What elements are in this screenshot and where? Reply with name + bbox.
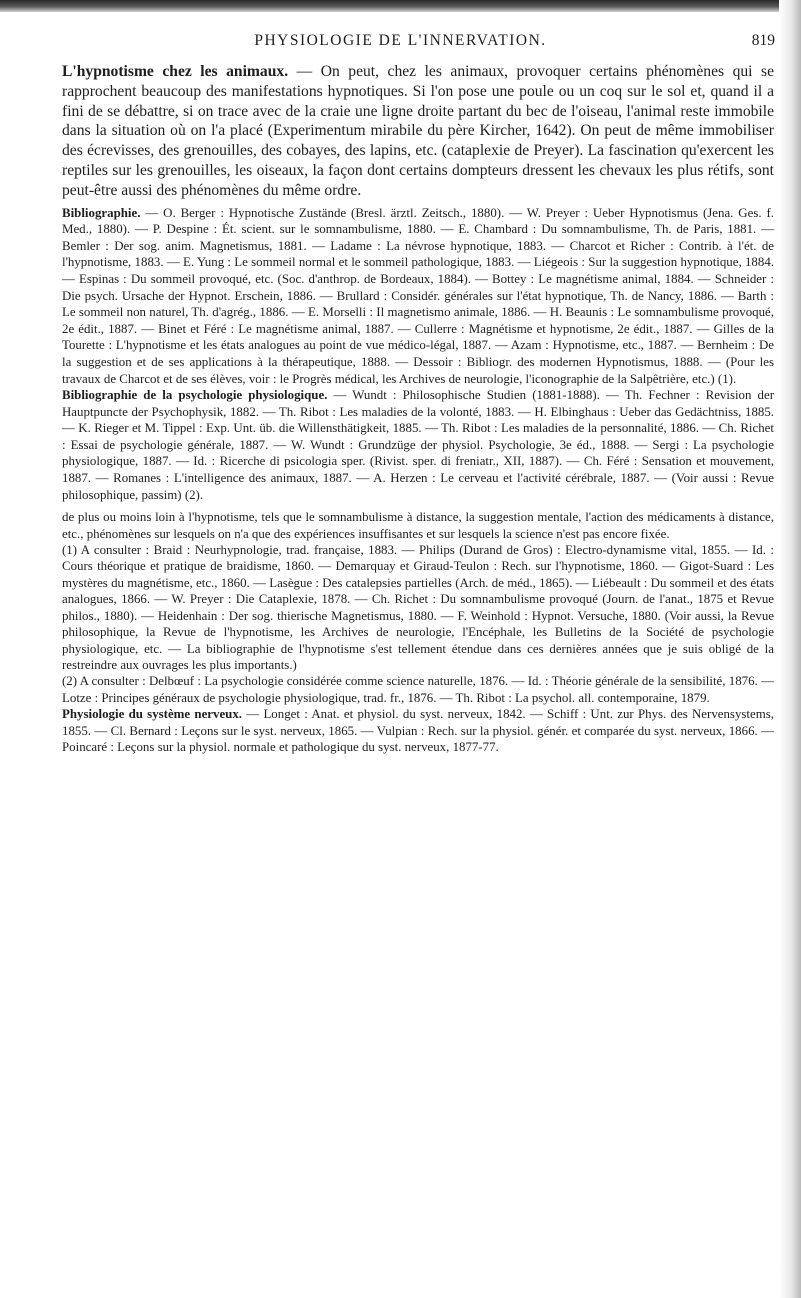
bibliography-paragraph <box>62 205 774 388</box>
page-body <box>62 62 774 755</box>
page-top-edge <box>0 0 801 12</box>
page-gutter-shadow <box>779 0 801 1298</box>
footnote-continuation: de plus ou moins loin à l'hypnotisme, tels que le somnambulisme à distance, la suggestion mentale, l'action des médicaments à distance, etc., phénomènes sur lesquels on n'a que des expériences insuffisantes et sur lesquels la science n'est pas encore fixée. <box>62 510 774 541</box>
footnote-2: (2) A consulter : Delbœuf : La psychologie considérée comme science naturelle, 1876. — Id. : Théorie générale de la sensibilité, 1876. — Lotze : Principes généraux de psychologie physiologique, trad. fr., 1876. — Th. Ribot : La psychol. all. contemporaine, 1879. <box>62 674 774 705</box>
running-title: PHYSIOLOGIE DE L'INNERVATION. <box>254 32 547 49</box>
psychology-bibliography-paragraph <box>62 387 774 503</box>
section-paragraph <box>62 62 774 201</box>
footnotes <box>62 509 774 755</box>
footnote-physiology <box>62 706 774 755</box>
footnote-1: (1) A consulter : Braid : Neurhypnologie, trad. française, 1883. — Philips (Durand de Gros) : Electro-dynamisme vital, 1855. — Id. : Cours théorique et pratique de braidisme, 1860. — Demarquay et Giraud-Teulon : Rech. sur l'hypnotisme, 1860. — Gigot-Suard : Les mystères du magnétisme, etc., 1860. — Lasègue : Des catalepsies partielles (Arch. de méd., 1865). — Liébeault : Du sommeil et des états analogues, 1866. — W. Preyer : Die Cataplexie, 1878. — Ch. Richet : Du somnambulisme provoqué (Journ. de l'anat., 1875 et Revue philos., 1880). — Heidenhain : Der sog. thierische Magnetismus, 1880. — F. Weinhold : Hypnot. Versuche, 1880. (Voir aussi, la Revue philosophique, la Revue de l'hypnotisme, les Archives de neurologie, l'Encéphale, les Bulletins de la Société de psychologie physiologique, etc. — La bibliographie de l'hypnotisme s'est tellement étendue dans ces dernières années que je suis obligé de la restreindre aux ouvrages les plus importants.) <box>62 543 774 672</box>
page-number: 819 <box>751 32 775 49</box>
psychology-bibliography-lead: Bibliographie de la psychologie physiologique. <box>62 388 328 403</box>
psychology-bibliography-text: — Wundt : Philosophische Studien (1881-1888). — Th. Fechner : Revision der Hauptpuncte der Psychophysik, 1882. — Th. Ribot : Les maladies de la volonté, 1883. — H. Elbinghaus : Ueber das Gedächtniss, 1885. — K. Rieger et M. Tippel : Exp. Unt. üb. die Willensthätigkeit, 1885. — Th. Ribot : Les maladies de la personnalité, 1886. — Ch. Richet : Essai de psychologie générale, 1887. — W. Wundt : Grundzüge der physiol. Psychologie, 3e éd., 1888. — Sergi : La psychologie physiologique, 1887. — Id. : Ricerche di psicologia sper. (Rivist. sper. di freniatr., XII, 1887). — Ch. Féré : Sensation et mouvement, 1887. — Romanes : L'intelligence des animaux, 1887. — A. Herzen : Le cerveau et l'activité cérébrale, 1887. — (Voir aussi : Revue philosophique, passim) (2). <box>62 388 774 502</box>
bibliography-lead: Bibliographie. <box>62 205 141 220</box>
footnote-physiology-lead: Physiologie du système nerveux. <box>62 707 243 722</box>
section-text: — On peut, chez les animaux, provoquer certains phénomènes qui se rapprochent beaucoup des manifestations hypnotiques. Si l'on pose une poule ou un coq sur le sol et, quand il a fini de se débattre, si on trace avec de la craie une ligne droite partant du bec de l'oiseau, l'animal reste immobile dans la situation où on l'a placé (Experimentum mirabile du père Kircher, 1642). On peut de même immobiliser des écrevisses, des grenouilles, des cobayes, des lapins, etc. (cataplexie de Preyer). La fascination qu'exercent les reptiles sur les grenouilles, les oiseaux, la façon dont certains dompteurs dressent les chevaux les plus rétifs, sont peut-être aussi des phénomènes du même ordre. <box>62 63 774 199</box>
footnote-physiology-text: — Longet : Anat. et physiol. du syst. nerveux, 1842. — Schiff : Unt. zur Phys. des Nervensystems, 1855. — Cl. Bernard : Leçons sur le syst. nerveux, 1865. — Vulpian : Rech. sur la physiol. génér. et comparée du syst. nerveux, 1866. — Poincaré : Leçons sur la physiol. normale et pathologique du syst. nerveux, 1877-77. <box>62 707 774 754</box>
bibliography-text: — O. Berger : Hypnotische Zustände (Bresl. ärztl. Zeitsch., 1880). — W. Preyer : Ueber Hypnotismus (Jena. Ges. f. Med., 1880). — P. Despine : Ét. scient. sur le somnambulisme, 1880. — E. Chambard : Du somnambulisme, Th. de Paris, 1881. — Bemler : Der sog. anim. Magnetismus, 1881. — Ladame : La névrose hypnotique, 1883. — Charcot et Richer : Contrib. à l'ét. de l'hypnotisme, 1883. — E. Yung : Le sommeil normal et le sommeil pathologique, 1883. — Liégeois : Sur la suggestion hypnotique, 1884. — Espinas : Du sommeil provoqué, etc. (Soc. d'anthrop. de Bordeaux, 1884). — Bottey : Le magnétisme animal, 1884. — Schneider : Die psych. Ursache der Hypnot. Erschein, 1886. — Brullard : Considér. générales sur l'état hypnotique, Th. de Nancy, 1886. — Barth : Le sommeil non naturel, Th. d'agrég., 1886. — E. Morselli : Il magnetismo animale, 1886. — H. Beaunis : Le somnambulisme provoqué, 2e édit., 1887. — Binet et Féré : Le magnétisme animal, 1887. — Cullerre : Magnétisme et hypnotisme, 2e édit., 1887. — Gilles de la Tourette : L'hypnotisme et les états analogues au point de vue médico-légal, 1887. — Azam : Hypnotisme, etc., 1887. — Bernheim : De la suggestion et de ses applications à la thérapeutique, 1888. — Dessoir : Bibliogr. des modernen Hypnotismus, 1888. — (Pour les travaux de Charcot et de ses élèves, voir : le Progrès médical, les Archives de neurologie, l'iconographie de la Salpêtrière, etc.) (1). <box>62 205 774 386</box>
running-head <box>0 32 801 54</box>
section-heading: L'hypnotisme chez les animaux. <box>62 63 289 80</box>
